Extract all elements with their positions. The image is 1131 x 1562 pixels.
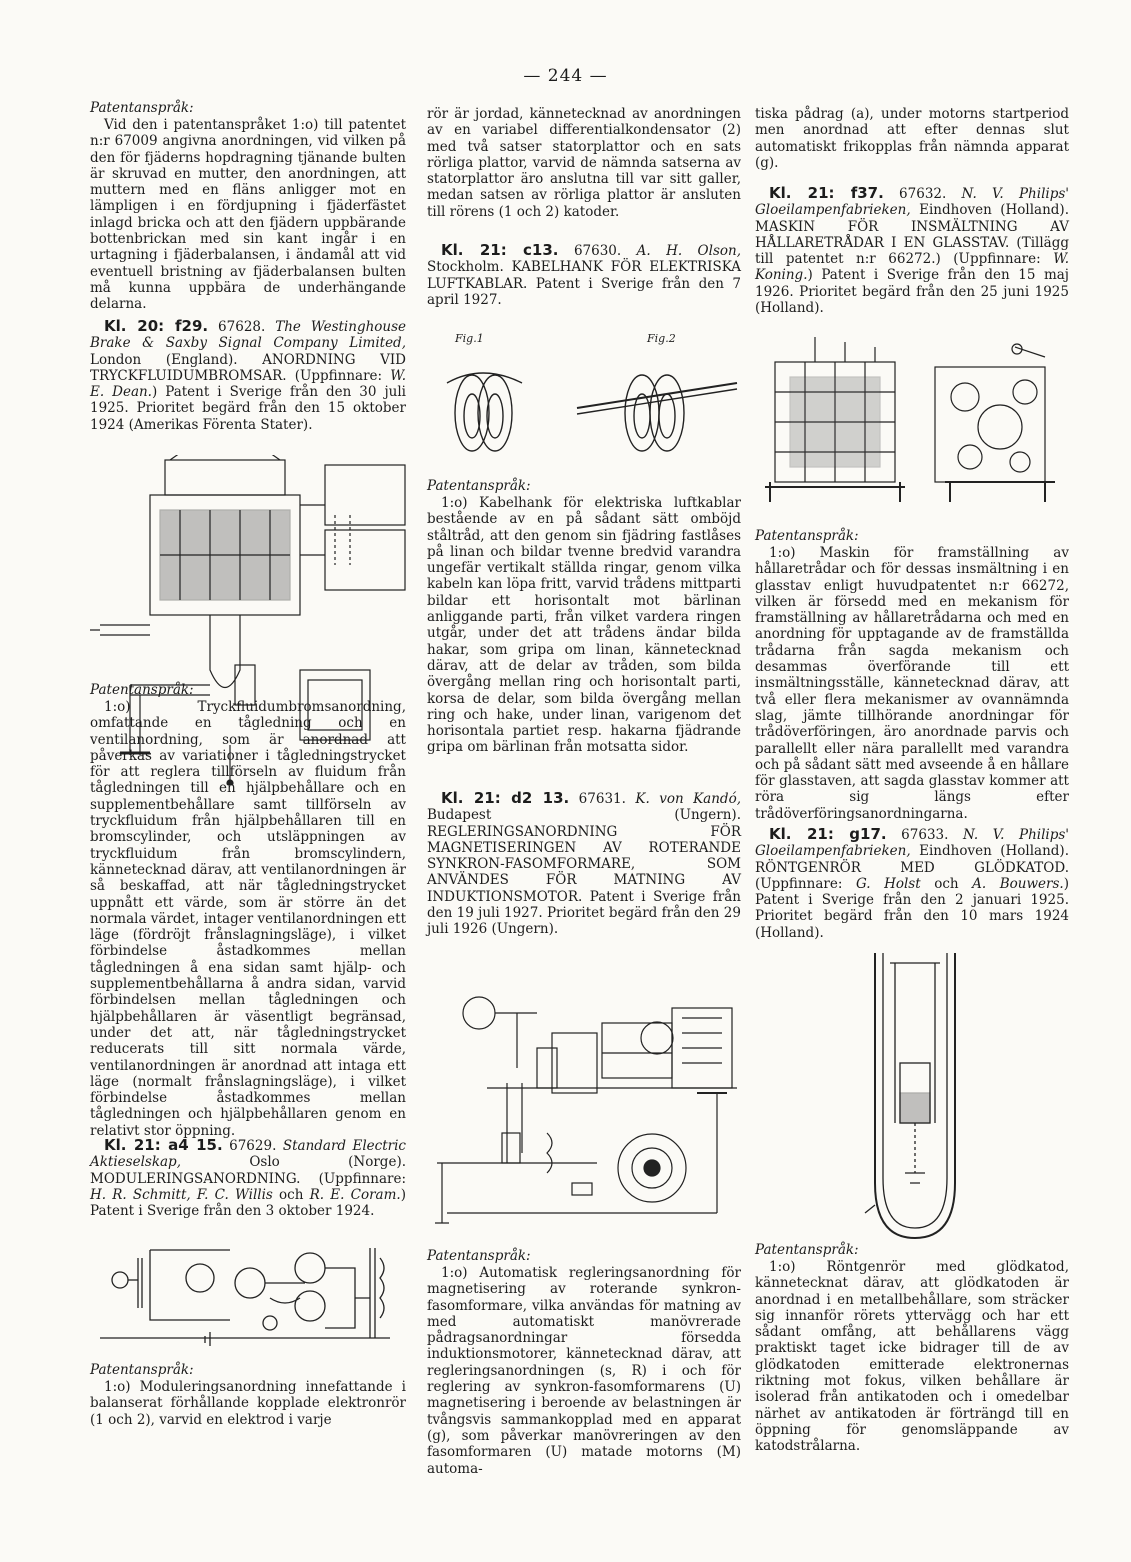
figure-regulating-device bbox=[427, 993, 741, 1243]
claim-heading: Patentanspråk: bbox=[90, 682, 194, 698]
patent-class: Kl. 21: f37. bbox=[769, 184, 884, 202]
claim-block-67632 bbox=[755, 528, 1069, 822]
figure-wire-machine bbox=[755, 337, 1069, 512]
fig1-label: Fig.1 bbox=[455, 332, 484, 345]
claim-heading: Patentanspråk: bbox=[755, 1242, 859, 1258]
patent-number: 67631. bbox=[578, 791, 626, 807]
figure-cable-hanger bbox=[427, 328, 741, 468]
claim-text: rör är jordad, kännetecknad av anordningen av en variabel differentialkondensator (2) med två satser statorplattor och en sats rörliga plattor, varvid de nämnda satserna av statorplattor äro anslutna till var sitt galler, medan satsen av rörliga plattor är ansluten till rörens (1 och 2) katoder. bbox=[427, 106, 741, 220]
claim-block-67631 bbox=[427, 1248, 741, 1477]
patent-inventor: W. E. Dean. bbox=[90, 367, 406, 401]
claim-heading: Patentanspråk: bbox=[427, 1248, 531, 1264]
patent-class: Kl. 20: f29. bbox=[104, 317, 209, 335]
patent-entry-67633: Kl. 21: g17. 67633. N. V. Philips' Gloeilampenfabrieken, Eindhoven (Holland). RÖNTGENRÖR MED GLÖDKATOD. (Uppfinnare: G. Holst och A. Bouwers.) Patent i Sverige från den 2 januari 1925. Prioritet begärd från den 10 mars 1924 (Holland). bbox=[755, 825, 1070, 941]
fig2-label: Fig.2 bbox=[647, 332, 676, 345]
patent-applicant: N. V. Philips' Gloeilampenfabrieken, bbox=[755, 827, 1070, 860]
claim-heading: Patentanspråk: bbox=[755, 528, 859, 544]
claim-text: Vid den i patentanspråket 1:o) till patentet n:r 67009 angivna anordningen, vid vilken på den för fjäderns hopdragning tjänande bulten är skruvad en mutter, den anordningen, att muttern med en fläns anligger mot en lämpligen i en fördjupning i fjäderfästet inlagd bricka och att den fjädern uppbärande bottenbrickan med sin kant ingår i en urtagning i fjäderbalansen, i ändamål att vid eventuell bristning av fjäderbalansen bulten må kunna uppbära de underhängande delarna. bbox=[90, 117, 406, 313]
claim-text: 1:o) Röntgenrör med glödkatod, kännetecknat därav, att glödkatoden är anordnad i en metallbehållare, som sträcker sig innanför rörets yttervägg och har ett sådant omfång, att behållarens vägg praktiskt taget icke bidrager till de av glödkatoden emitterade elektronernas riktning mot fokus, vilken behållare är isolerad från antikatoden och i omedelbar närhet av antikatoden är förträngd till en öppning för genomsläppande av katodstrålarna. bbox=[755, 1259, 1069, 1455]
page-number: — 244 — bbox=[523, 66, 608, 86]
patent-details: Stockholm. KABELHANK FÖR ELEKTRISKA LUFTKABLAR. Patent i Sverige från den 7 april 1927. bbox=[427, 259, 741, 308]
claim-block-67633 bbox=[755, 1242, 1069, 1455]
patent-details: Eindhoven (Holland). MASKIN FÖR INSMÄLTNING AV HÅLLARETRÅDAR I EN GLASSTAV. (Tillägg till patentet n:r 66272.) (Uppfinnare: bbox=[755, 202, 1069, 268]
claim-text: 1:o) Tryckfluidumbromsanordning, omfattande en tågledning och en ventilanordning, som är anordnad att påverkas av variationer i tågledningstrycket för att reglera tillförseln av fluidum från tågledningen till en hjälpbehållare och en supplementbehållare samt tillförseln av tryckfluidum från hjälpbehållaren till en bromscylinder, och utsläppningen av tryckfluidum från bromscylindern, kännetecknad därav, att ventilanordningen är så beskaffad, att när tågledningstrycket uppnått ett värde, som är större än det normala värdet, intager ventilanordningen ett läge (fördröjt frånslagningsläge), i vilket förbindelse åstadkommes mellan tågledningen å ena sidan samt hjälp- och supplementbehållarna å andra sidan, varvid förbindelsen mellan tågledningen och hjälpbehållaren är väsentligt begränsad, under det att, när tågledningstrycket reducerats till sitt normala värde, ventilanordningen är anordnad att intaga ett läge (normalt frånslagningsläge), i vilket förbindelse åstadkommes mellan tågledningen och hjälpbehållaren genom en relativt stor öppning. bbox=[90, 699, 406, 1139]
claim-text: 1:o) Moduleringsanordning innefattande i balanserat förhållande kopplade elektronrör (1 och 2), varvid en elektrod i varje bbox=[90, 1379, 406, 1428]
patent-entry-67630 bbox=[427, 242, 741, 308]
patent-details: Budapest (Ungern). REGLERINGSANORDNING FÖR MAGNETISERINGEN AV ROTERANDE SYNKRON-FASOMFORMARE, SOM ANVÄNDES FÖR MATNING AV INDUKTIONSMOTOR. Patent i Sverige från den 19 juli 1927. Prioritet begärd från den 29 juli 1926 (Ungern). bbox=[427, 807, 741, 938]
patent-applicant: Standard Electric Aktieselskap, bbox=[90, 1138, 406, 1171]
patent-class: Kl. 21: g17. bbox=[769, 825, 887, 843]
patent-number: 67632. bbox=[899, 186, 947, 202]
claim-continuation bbox=[427, 106, 741, 220]
patent-number: 67633. bbox=[901, 827, 949, 843]
patent-inventor: G. Holst bbox=[855, 875, 921, 892]
patent-applicant: K. von Kandó, bbox=[635, 791, 741, 807]
claim-text: 1:o) Maskin för framställning av hållaretrådar och för dessas insmältning i en glasstav enligt huvudpatentet n:r 66272, vilken är försedd med en mekanism för framställning av hållaretrådarna och med en anordning för upptagande av de framställda trådarna från sagda mekanism och desammas överförande till ett insmältningsställe, kännetecknad därav, att två eller flera mekanismer av ovannämnda slag, jämte tillhörande anordningar för trådöverföringen, äro anordnade parvis och parallellt eller nära parallellt med varandra och på sådant sätt med avseende å en hållare för glasstaven, att sagda glasstav kommer att röra sig längs efter trådöverföringsanordningarna. bbox=[755, 545, 1069, 822]
patent-applicant: N. V. Philips' Gloeilampenfabrieken, bbox=[755, 186, 1069, 219]
claim-block-prev bbox=[90, 100, 406, 313]
patent-entry-67628 bbox=[90, 318, 406, 433]
patent-applicant: A. H. Olson, bbox=[636, 243, 741, 259]
claim-block-67630 bbox=[427, 478, 741, 756]
claim-continuation bbox=[755, 106, 1069, 171]
patent-entry-67632 bbox=[755, 185, 1069, 316]
claim-heading: Patentanspråk: bbox=[90, 1362, 194, 1378]
patent-dates: ) Patent i Sverige från den 15 maj 1926. Prioritet begärd från den 25 juni 1925 (Holland). bbox=[755, 267, 1069, 317]
patent-inventor: H. R. Schmitt, F. C. Willis bbox=[90, 1186, 273, 1203]
patent-details: Oslo (Norge). MODULERINGSANORDNING. (Uppfinnare: bbox=[90, 1154, 406, 1187]
patent-applicant: The Westinghouse Brake & Saxby Signal Company Limited, bbox=[90, 319, 407, 352]
patent-class: Kl. 21: d2 13. bbox=[441, 789, 570, 807]
claim-text: 1:o) Automatisk regleringsanordning för magnetisering av roterande synkron-fasomformare, vilka användas för matning av med automatiskt manövrerade pådragsanordningar försedda induktionsmotorer, kännetecknad därav, att regleringsanordningen (s, R) i och för reglering av synkron-fasomformarens (U) magnetisering i beroende av belastningen är tvångsvis sammankopplad med en apparat (g), som påverkar manövreringen av den fasomformaren (U) matade motorns (M) automa- bbox=[427, 1265, 741, 1477]
patent-number: 67628. bbox=[218, 319, 266, 335]
patent-dates: ) Patent i Sverige från den 30 juli 1925. Prioritet begärd från den 15 oktober 1924 (Amerikas Förenta Stater). bbox=[90, 384, 406, 433]
patent-inventor: W. Koning. bbox=[755, 251, 1069, 284]
patent-number: 67629. bbox=[229, 1138, 277, 1154]
patent-inventor: A. Bouwers. bbox=[972, 875, 1064, 892]
patent-class: Kl. 21: a4 15. bbox=[104, 1136, 223, 1154]
patent-details: Eindhoven (Holland). RÖNTGENRÖR MED GLÖDKATOD. (Uppfinnare: bbox=[755, 843, 1069, 892]
patent-class: Kl. 21: c13. bbox=[441, 241, 559, 259]
patent-number: 67630. bbox=[573, 243, 622, 259]
patent-dates: ) Patent i Sverige från den 3 oktober 1924. bbox=[90, 1186, 406, 1220]
patent-inventor: R. E. Coram. bbox=[309, 1186, 401, 1203]
figure-xray-tube bbox=[755, 943, 1069, 1243]
figure-modulation-circuit bbox=[90, 1228, 406, 1353]
claim-block-67629 bbox=[90, 1362, 406, 1428]
patent-entry-67629: Kl. 21: a4 15. 67629. Standard Electric Aktieselskap, Oslo (Norge). MODULERINGSANORDNING. (Uppfinnare: H. R. Schmitt, F. C. Willis och R. E. Coram.) Patent i Sverige från den 3 oktober 1924. bbox=[90, 1136, 406, 1220]
claim-block-67628 bbox=[90, 682, 406, 1139]
patent-entry-67631 bbox=[427, 790, 741, 938]
patent-details: London (England). ANORDNING VID TRYCKFLUIDUMBROMSAR. (Uppfinnare: bbox=[90, 351, 406, 384]
claim-heading: Patentanspråk: bbox=[427, 478, 531, 494]
patent-dates: ) Patent i Sverige från den 2 januari 1925. Prioritet begärd från den 10 mars 1924 (Holland). bbox=[755, 875, 1070, 941]
claim-text: 1:o) Kabelhank för elektriska luftkablar bestående av en på sådant sätt omböjd ståltråd, att den genom sin fjädring fastlåses på linan och bildar tvenne bredvid varandra ungefär vertikalt ställda ringar, genom vilka kabeln kan löpa fritt, varvid trådens mittparti bildar ett horisontalt mot bärlinan anliggande parti, från vilket vardera ringen utgår, under det att trådens ändar bilda hakar, som gripa om linan, kännetecknad därav, att de delar av tråden, som bilda övergång mellan ring och horisontalt parti, korsa de delar, som bilda övergång mellan ring och hake, under linan, varigenom det horisontala partiet resp. hakarna fjädrande gripa om bärlinan från motsatta sidor. bbox=[427, 495, 741, 756]
claim-heading: Patentanspråk: bbox=[90, 100, 194, 116]
claim-text: tiska pådrag (a), under motorns startperiod men anordnad att efter dennas slut automatiskt frikopplas från nämnda apparat (g). bbox=[755, 106, 1069, 171]
